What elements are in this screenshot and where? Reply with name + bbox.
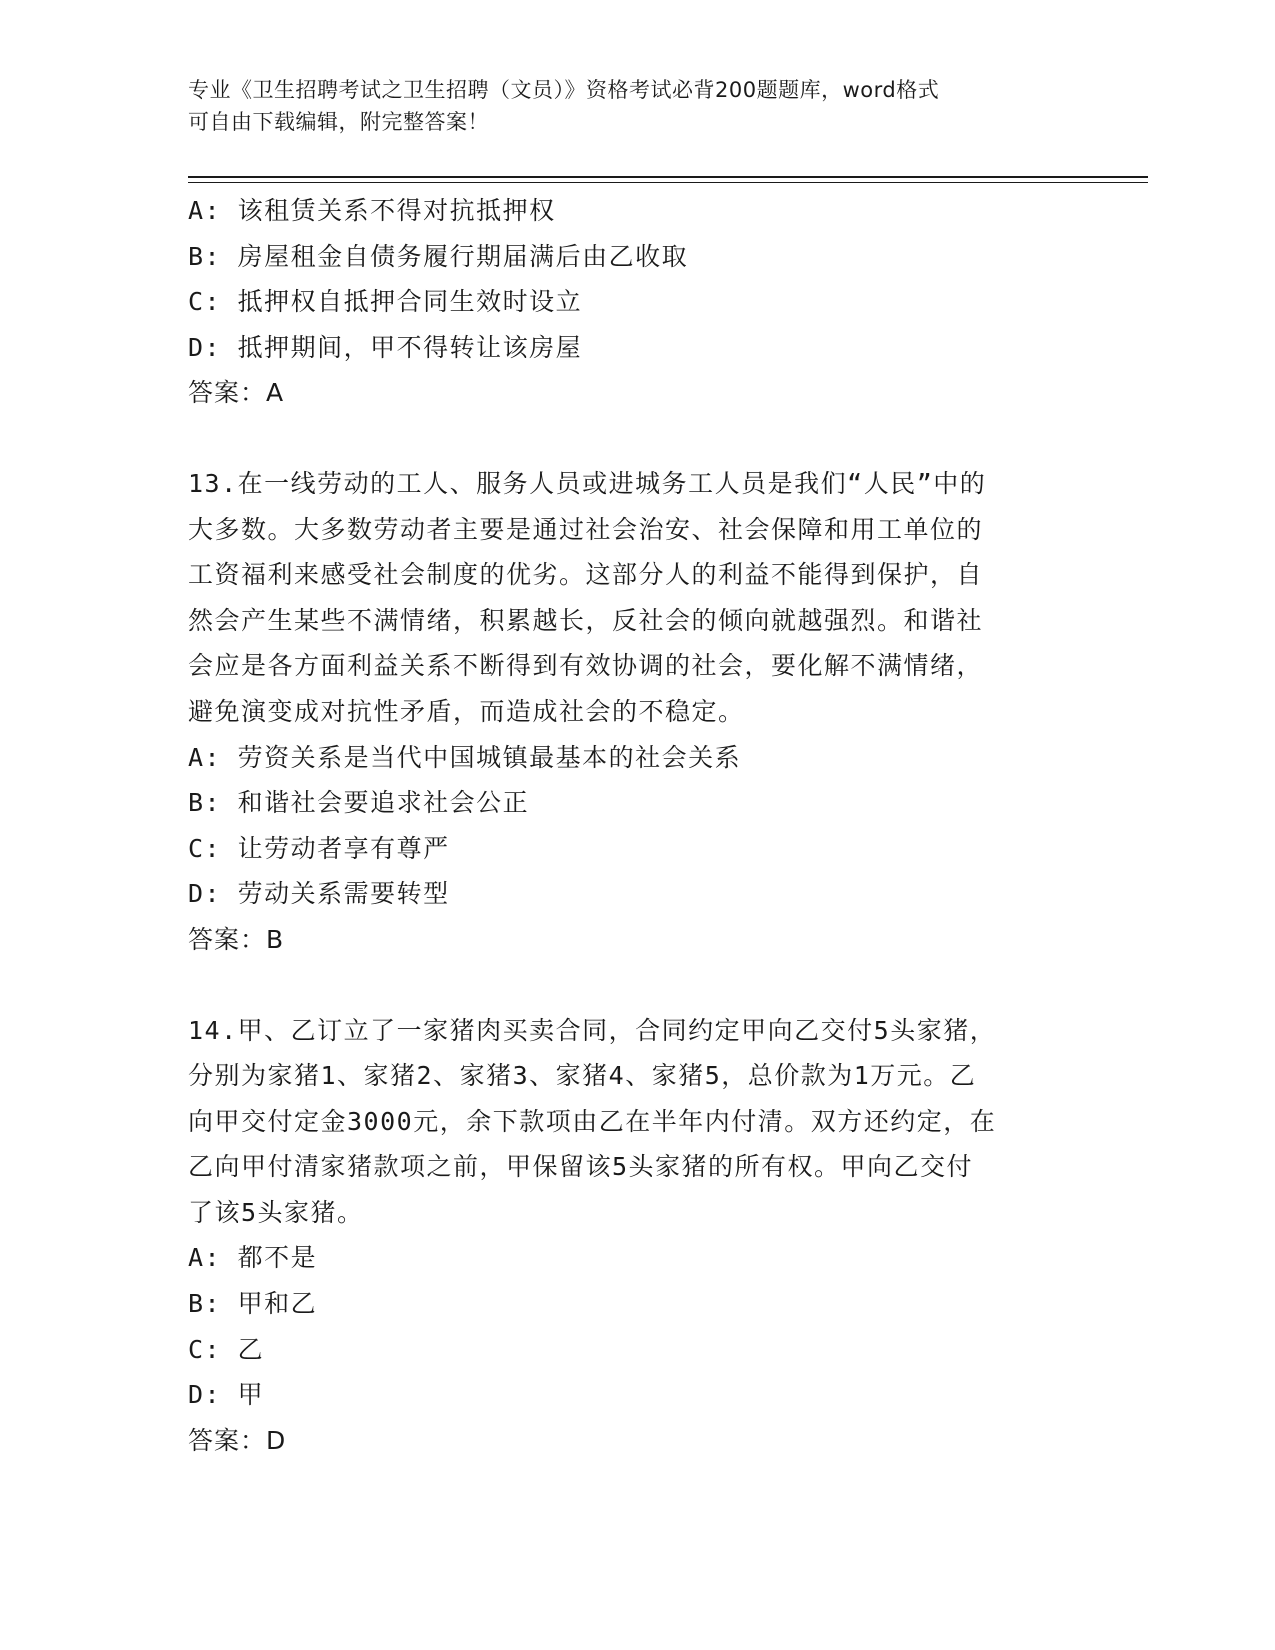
q13-option-a: A: 劳资关系是当代中国城镇最基本的社会关系 — [188, 742, 742, 772]
spacer — [188, 416, 1088, 461]
q12-option-b: B: 房屋租金自债务履行期届满后由乙收取 — [188, 241, 689, 271]
question-content — [188, 188, 1088, 1463]
question-14 — [188, 1008, 1088, 1464]
q14-option-c: C: 乙 — [188, 1334, 265, 1364]
header-divider-thick — [188, 176, 1148, 178]
q14-option-d: D: 甲 — [188, 1380, 265, 1410]
q13-stem-line-6: 避免演变成对抗性矛盾，而造成社会的不稳定。 — [188, 696, 745, 726]
header-title-line-1: 专业《卫生招聘考试之卫生招聘（文员）》资格考试必背200题题库，word格式 — [188, 78, 940, 102]
q13-stem-line-5: 会应是各方面利益关系不断得到有效协调的社会，要化解不满情绪， — [188, 651, 984, 681]
q12-option-c: C: 抵押权自抵押合同生效时设立 — [188, 287, 583, 317]
q14-stem-line-1: 14.甲、乙订立了一家猪肉买卖合同，合同约定甲向乙交付5头家猪， — [188, 1015, 997, 1045]
q13-stem-line-1: 13.在一线劳动的工人、服务人员或进城务工人员是我们“人民”中的 — [188, 468, 987, 498]
q13-option-c: C: 让劳动者享有尊严 — [188, 833, 450, 863]
document-header — [188, 74, 1088, 138]
question-13 — [188, 461, 1088, 963]
q14-option-a: A: 都不是 — [188, 1243, 318, 1273]
q14-stem-line-4: 乙向甲付清家猪款项之前，甲保留该5头家猪的所有权。甲向乙交付 — [188, 1152, 974, 1182]
q14-answer: 答案：D — [188, 1425, 287, 1455]
q14-stem-line-3: 向甲交付定金3000元，余下款项由乙在半年内付清。双方还约定，在 — [188, 1106, 997, 1136]
q13-stem-line-4: 然会产生某些不满情绪，积累越长，反社会的倾向就越强烈。和谐社 — [188, 605, 984, 635]
q12-option-d: D: 抵押期间，甲不得转让该房屋 — [188, 332, 583, 362]
q13-option-b: B: 和谐社会要追求社会公正 — [188, 788, 530, 818]
q12-option-a: A: 该租赁关系不得对抗抵押权 — [188, 196, 556, 225]
q14-stem-line-2: 分别为家猪1、家猪2、家猪3、家猪4、家猪5，总价款为1万元。乙 — [188, 1061, 977, 1091]
q13-stem-line-2: 大多数。大多数劳动者主要是通过社会治安、社会保障和用工单位的 — [188, 514, 984, 544]
q14-option-b: B: 甲和乙 — [188, 1289, 318, 1319]
q14-stem-line-5: 了该5头家猪。 — [188, 1197, 364, 1227]
header-divider-thin — [188, 182, 1148, 183]
spacer — [188, 963, 1088, 1008]
header-title-line-2: 可自由下载编辑，附完整答案！ — [188, 110, 489, 134]
q12-answer: 答案：A — [188, 378, 285, 408]
question-12 — [188, 188, 1088, 416]
q13-option-d: D: 劳动关系需要转型 — [188, 879, 450, 909]
q13-answer: 答案：B — [188, 924, 285, 954]
q13-stem-line-3: 工资福利来感受社会制度的优劣。这部分人的利益不能得到保护，自 — [188, 560, 984, 590]
